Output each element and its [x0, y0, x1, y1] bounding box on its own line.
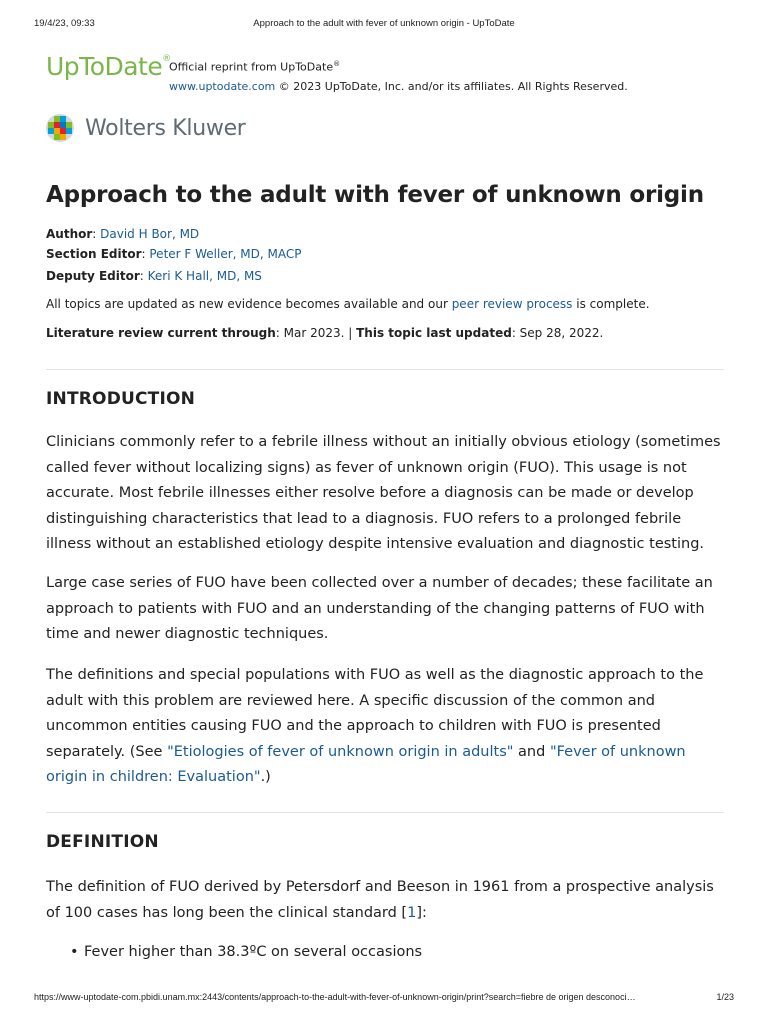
print-page-title: Approach to the adult with fever of unknown origin - UpToDate — [253, 18, 515, 29]
author-line: Author: David H Bor, MD — [46, 227, 200, 241]
section-editor-line: Section Editor: Peter F Weller, MD, MACP — [46, 247, 302, 261]
reprint-prefix: Official reprint from UpToDate — [169, 60, 334, 74]
introduction-paragraph-1: Clinicians commonly refer to a febrile illness without an initially obvious etiology (sometimes called fever without localizing signs) as fever of unknown origin (FUO). This usage is not accurate. Most febrile illnesses either resolve before a diagnosis can be made or develop distinguishing characteristics that lead to a diagnosis. FUO refers to a prolonged febrile illness without an established etiology despite intensive evaluation and diagnostic testing. — [46, 434, 721, 552]
definition-text: The definition of FUO derived by Petersdorf and Beeson in 1961 from a prospective analysis of 100 cases has long been the clinical standard [ — [46, 879, 714, 921]
introduction-heading: INTRODUCTION — [46, 389, 196, 409]
section-editor-label: Section Editor — [46, 247, 142, 261]
reprint-notice: Official reprint from UpToDate® www.uptodate.com © 2023 UpToDate, Inc. and/or its affiliates. All Rights Reserved. — [169, 60, 628, 93]
update-note-prefix: All topics are updated as new evidence becomes available and our — [46, 297, 452, 311]
last-updated-value: : Sep 28, 2022. — [511, 326, 604, 340]
review-dates — [46, 326, 603, 340]
author-link[interactable]: David H Bor, MD — [100, 227, 200, 241]
lit-review-label: Literature review current through — [46, 326, 276, 340]
bullet-icon: • — [70, 944, 79, 960]
lit-review-value: : Mar 2023. | — [275, 326, 357, 340]
last-updated-label: This topic last updated — [356, 326, 512, 340]
page-number: 1/23 — [716, 992, 734, 1002]
definition-heading: DEFINITION — [46, 832, 159, 852]
deputy-editor-link[interactable]: Keri K Hall, MD, MS — [147, 269, 262, 283]
update-note-suffix: is complete. — [572, 297, 650, 311]
divider — [46, 812, 724, 813]
etiologies-fuo-link[interactable]: "Etiologies of fever of unknown origin in adults" — [167, 743, 514, 760]
author-label: Author — [46, 227, 93, 241]
introduction-paragraph-3 — [46, 663, 724, 791]
section-editor-link[interactable]: Peter F Weller, MD, MACP — [149, 247, 302, 261]
fuo-children-link[interactable]: "Fever of unknown origin in children: Evaluation" — [46, 743, 686, 785]
article-title: Approach to the adult with fever of unknown origin — [46, 182, 704, 208]
peer-review-link[interactable]: peer review process — [451, 297, 573, 311]
print-date: 19/4/23, 09:33 — [34, 18, 95, 29]
definition-paragraph — [46, 875, 724, 926]
intro-p3-end: .) — [260, 769, 271, 785]
deputy-editor-line: Deputy Editor: Keri K Hall, MD, MS — [46, 269, 262, 283]
update-note — [46, 297, 650, 311]
print-url: https://www-uptodate-com.pbidi.unam.mx:2443/contents/approach-to-the-adult-with-fever-of-unknown-origin/print?search=fiebre de origen desconoci… — [34, 992, 636, 1002]
copyright-text: © 2023 UpToDate, Inc. and/or its affiliates. All Rights Reserved. — [275, 79, 628, 93]
bullet-text: Fever higher than 38.3ºC on several occasions — [84, 944, 423, 960]
intro-p3-text: The definitions and special populations with FUO as well as the diagnostic approach to the adult with this problem are reviewed here. A specific discussion of the common and uncommon entities causing FUO and the approach to children with FUO is presented separately. (See — [46, 667, 704, 760]
divider — [46, 369, 724, 370]
wolters-kluwer-wordmark: Wolters Kluwer — [85, 116, 246, 141]
deputy-editor-label: Deputy Editor — [46, 269, 140, 283]
list-item — [70, 941, 422, 963]
reference-link-1[interactable]: 1 — [407, 904, 417, 921]
intro-p3-and: and — [513, 743, 550, 760]
wolters-kluwer-globe-icon — [45, 113, 79, 147]
definition-end: ]: — [416, 904, 427, 921]
uptodate-site-link[interactable]: www.uptodate.com — [169, 79, 276, 93]
uptodate-logo: UpToDate® — [46, 52, 171, 81]
introduction-paragraph-2: Large case series of FUO have been collected over a number of decades; these facilitate an approach to patients with FUO and an understanding of the changing patterns of FUO with time and newer diagnostic techniques. — [46, 575, 713, 642]
uptodate-logo-text: UpToDate — [46, 52, 163, 81]
